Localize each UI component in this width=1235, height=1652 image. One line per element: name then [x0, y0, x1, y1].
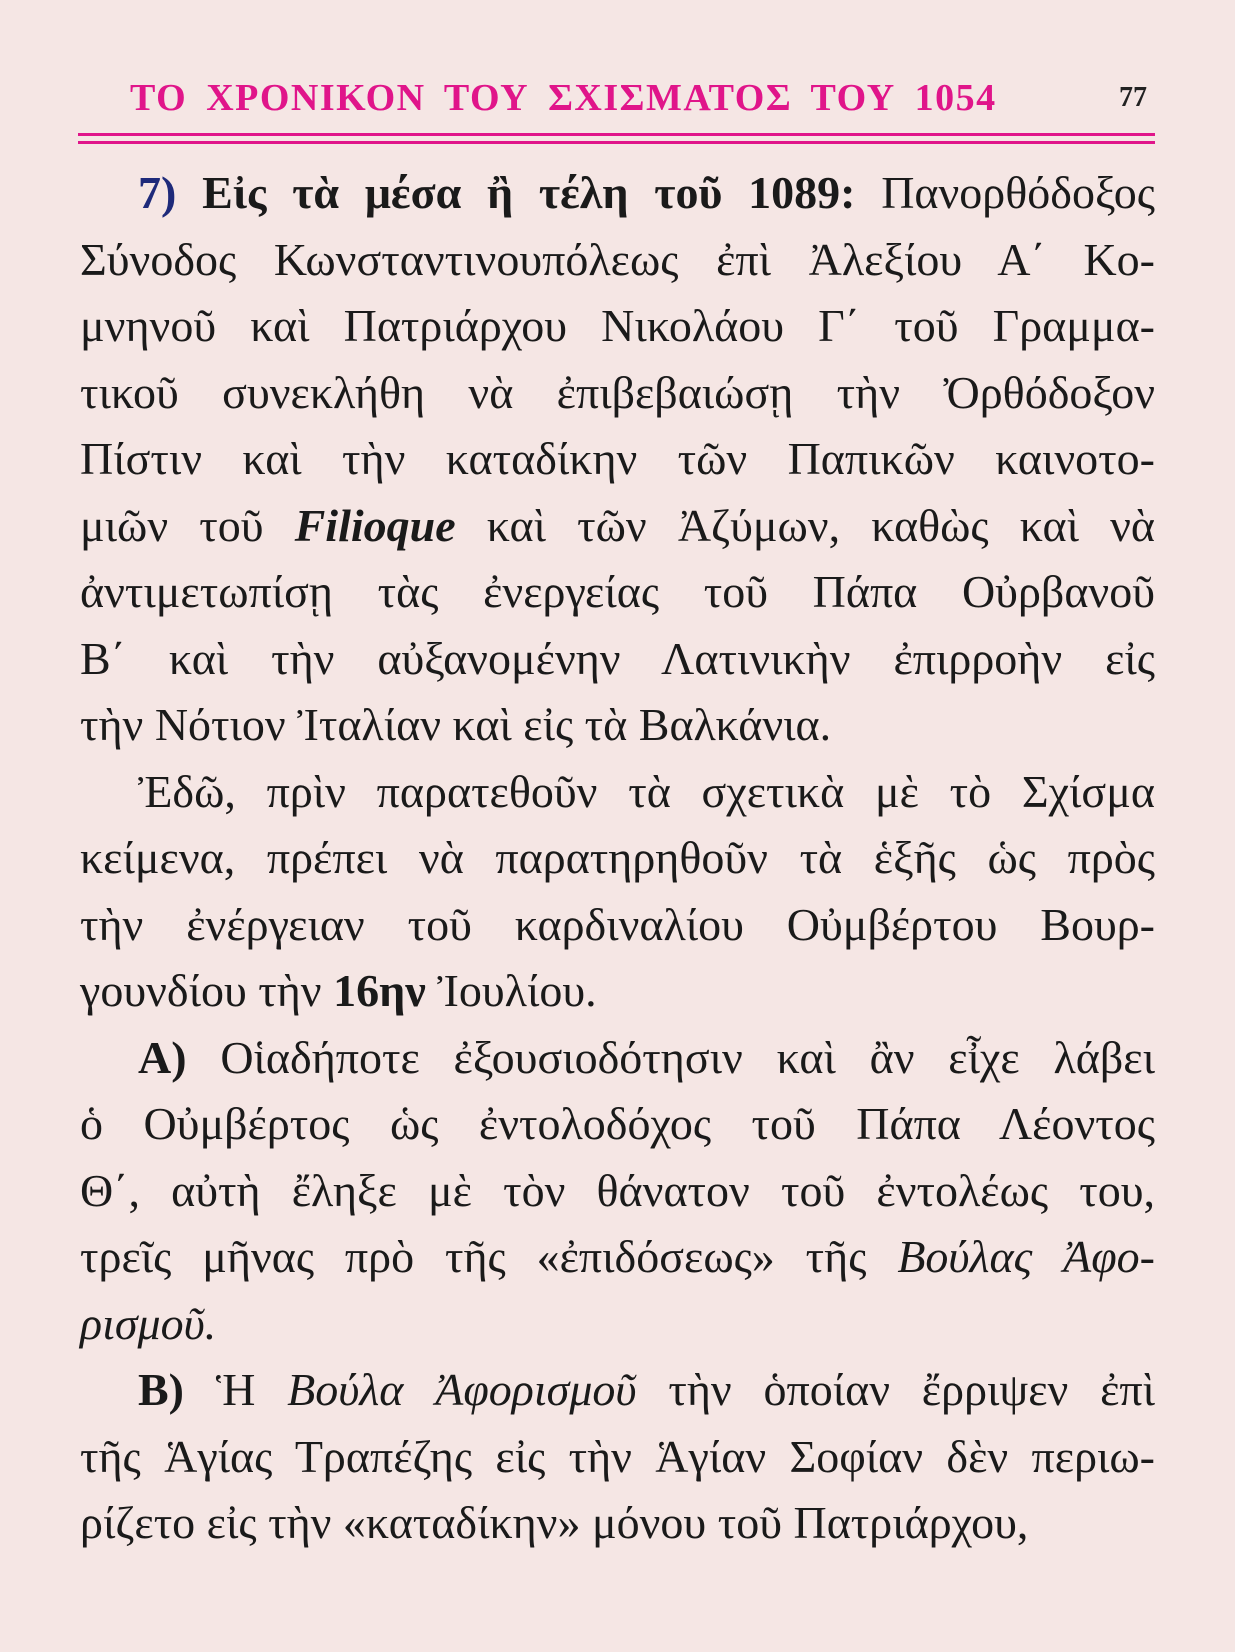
text-line: Ἐδῶ, πρὶν παρατεθοῦν τὰ σχετικὰ μὲ τὸ Σχίσμα	[138, 765, 1155, 817]
text-line	[80, 1224, 1155, 1291]
date-bold: 16ην	[333, 965, 426, 1016]
running-title: ΤΟ ΧΡΟΝΙΚΟΝ ΤΟΥ ΣΧΙΣΜΑΤΟΣ ΤΟΥ 1054	[130, 77, 997, 119]
running-header	[80, 76, 1155, 136]
text-line: ὁ Οὐμβέρτος ὡς ἐντολοδόχος τοῦ Πάπα Λέοντος	[80, 1098, 1155, 1149]
text-line: Θ΄, αὐτὴ ἔληξε μὲ τὸν θάνατον τοῦ ἐντολέως του,	[80, 1164, 1155, 1216]
text-line	[80, 958, 1155, 1025]
text-fragment: Ἡ	[215, 1364, 256, 1415]
text-fragment: Πανορθόδοξος	[881, 167, 1155, 218]
text-line: Σύνοδος Κωνσταντινουπόλεως ἐπὶ Ἀλεξίου Α΄ Κο-	[80, 233, 1155, 285]
text-line: κείμενα, πρέπει νὰ παρατηρηθοῦν τὰ ἑξῆς ὡς πρὸς	[80, 832, 1155, 883]
body-text	[80, 160, 1155, 1557]
page-number: 77	[1119, 82, 1147, 113]
text-fragment: Οἱαδήποτε ἐξουσιοδότησιν καὶ ἂν εἶχε λάβει	[220, 1031, 1155, 1083]
italic-title: Βούλας Ἀφο-	[897, 1231, 1155, 1282]
header-rule-top	[78, 133, 1155, 136]
text-line: Πίστιν καὶ τὴν καταδίκην τῶν Παπικῶν καινοτο-	[80, 433, 1155, 484]
text-line: ρίζετο εἰς τὴν «καταδίκην» μόνου τοῦ Πατριάρχου,	[80, 1497, 1029, 1548]
text-line: Β΄ καὶ τὴν αὐξανομένην Λατινικὴν ἐπιρροὴν εἰς	[80, 632, 1155, 684]
filioque-term: Filioque	[294, 499, 456, 551]
text-line	[80, 1025, 1155, 1092]
text-line: τῆς Ἁγίας Τραπέζης εἰς τὴν Ἁγίαν Σοφίαν δὲν περιω-	[80, 1430, 1155, 1482]
italic-title: Βούλα Ἀφορισμοῦ	[287, 1364, 637, 1415]
paragraph-lead: Εἰς τὰ μέσα ἢ τέλη τοῦ 1089:	[202, 167, 856, 218]
paragraph-7-line	[80, 160, 1155, 227]
text-line	[80, 1291, 1155, 1358]
text-line	[80, 493, 1155, 560]
italic-title: ρισμοῦ.	[80, 1297, 217, 1349]
text-line	[80, 1357, 1155, 1424]
text-line: τικοῦ συνεκλήθη νὰ ἐπιβεβαιώσῃ τὴν Ὀρθόδοξον	[80, 366, 1155, 418]
paragraph-label-a: Α)	[138, 1031, 187, 1083]
text-line: τὴν ἐνέργειαν τοῦ καρδιναλίου Οὐμβέρτου Βουρ-	[80, 898, 1155, 950]
paragraph-label-b: Β)	[138, 1364, 184, 1415]
text-fragment: γουνδίου τὴν	[80, 965, 322, 1016]
text-fragment: μιῶν τοῦ	[80, 499, 264, 551]
paragraph-number: 7)	[138, 167, 177, 218]
text-fragment: τὴν ὁποίαν ἔρριψεν ἐπὶ	[668, 1364, 1156, 1415]
text-fragment: τρεῖς μῆνας πρὸ τῆς «ἐπιδόσεως» τῆς	[80, 1231, 867, 1282]
text-line: τὴν Νότιον Ἰταλίαν καὶ εἰς τὰ Βαλκάνια.	[80, 699, 832, 750]
header-rule-bottom	[78, 141, 1155, 144]
text-fragment: καὶ τῶν Ἀζύμων, καθὼς καὶ νὰ	[486, 499, 1156, 551]
text-line: ἀντιμετωπίσῃ τὰς ἐνεργείας τοῦ Πάπα Οὐρβανοῦ	[80, 566, 1155, 617]
text-fragment: Ἰουλίου.	[437, 965, 597, 1016]
text-line: μνηνοῦ καὶ Πατριάρχου Νικολάου Γ΄ τοῦ Γραμμα-	[80, 300, 1155, 351]
